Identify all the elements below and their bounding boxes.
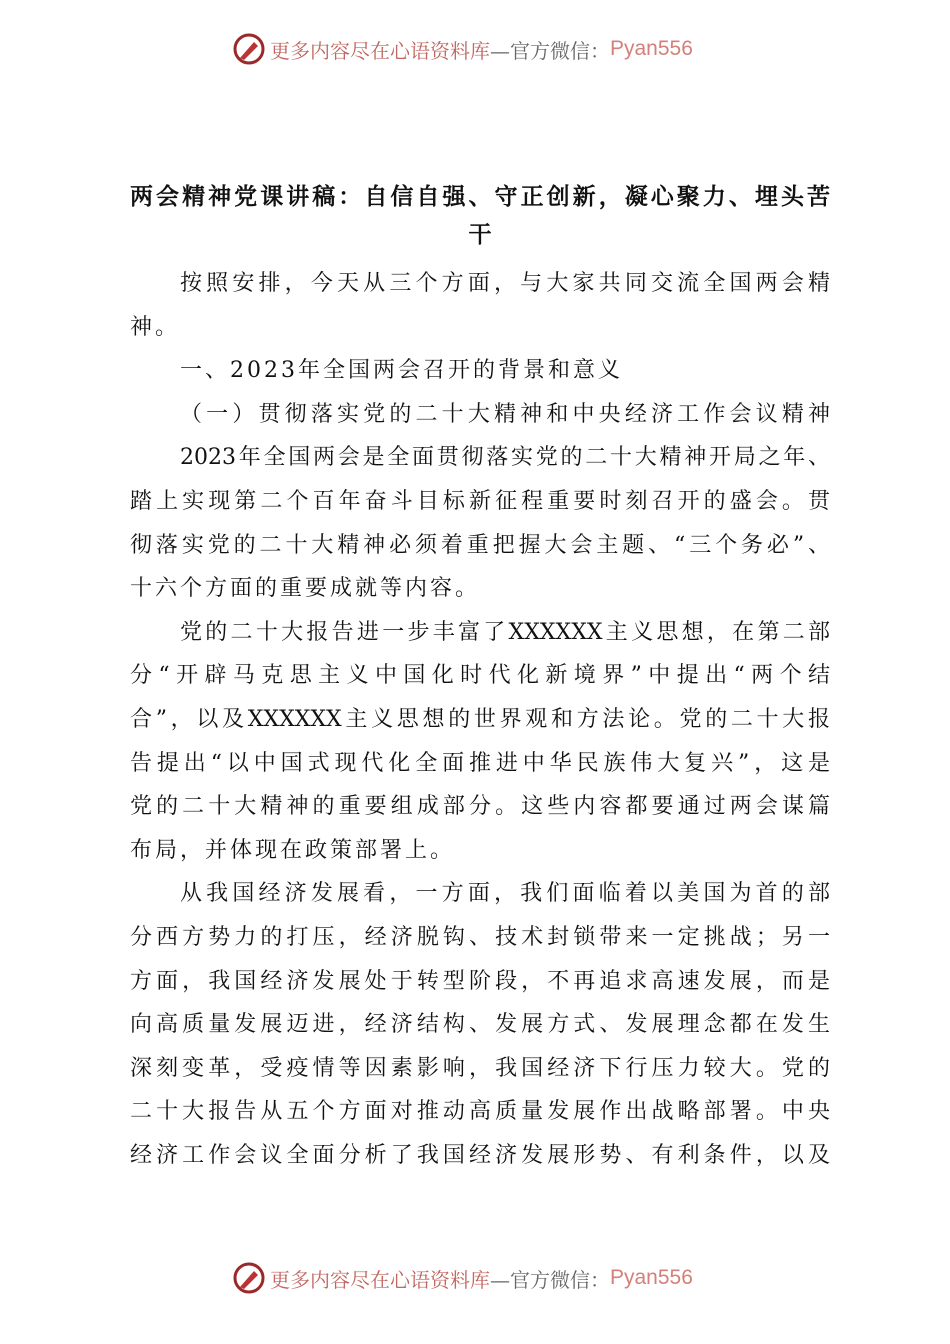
watermark-wechat: Pyan556 xyxy=(610,37,693,60)
watermark-site: 更多内容尽在心语资料库 xyxy=(270,1267,490,1292)
title-line: 两会精神党课讲稿：自信自强、守正创新，凝心聚力、埋头苦 xyxy=(130,183,830,210)
paragraph-line: 分“开辟马克思主义中国化时代化新境界”中提出“两个结 xyxy=(130,663,830,689)
paragraph-line: 经济工作会议全面分析了我国经济发展形势、有利条件，以及 xyxy=(130,1142,830,1168)
paragraph-line: 2023年全国两会是全面贯彻落实党的二十大精神开局之年、 xyxy=(180,445,830,471)
paragraph-line: 按照安排，今天从三个方面，与大家共同交流全国两会精 xyxy=(180,271,830,296)
paragraph-line: 方面，我国经济发展处于转型阶段，不再追求高速发展，而是 xyxy=(130,968,830,994)
paragraph-line: 从我国经济发展看，一方面，我们面临着以美国为首的部 xyxy=(180,881,830,907)
paragraph-line: 布局，并体现在政策部署上。 xyxy=(130,837,456,863)
paragraph-line: （一）贯彻落实党的二十大精神和中央经济工作会议精神 xyxy=(180,401,830,427)
document-title xyxy=(130,178,830,254)
header-watermark xyxy=(232,32,693,66)
paragraph-line: 合”，以及XXXXXX主义思想的世界观和方法论。党的二十大报 xyxy=(130,706,830,732)
paragraph-line: 分西方势力的打压，经济脱钩、技术封锁带来一定挑战；另一 xyxy=(130,924,830,950)
paragraph-line: 十六个方面的重要成就等内容。 xyxy=(130,576,481,602)
footer-watermark xyxy=(232,1261,693,1295)
watermark-site: 更多内容尽在心语资料库 xyxy=(270,38,490,63)
watermark-label: —官方微信： xyxy=(490,1267,610,1292)
paragraph-line: 告提出“以中国式现代化全面推进中华民族伟大复兴”，这是 xyxy=(130,750,830,776)
paragraph-line: 党的二十大报告进一步丰富了XXXXXX主义思想，在第二部 xyxy=(180,619,830,645)
pen-logo-icon xyxy=(232,1261,266,1295)
paragraph-line: 二十大报告从五个方面对推动高质量发展作出战略部署。中央 xyxy=(130,1099,830,1125)
paragraph-line: 深刻变革，受疫情等因素影响，我国经济下行压力较大。党的 xyxy=(130,1055,830,1081)
paragraph-line: 神。 xyxy=(130,314,181,340)
watermark-label: —官方微信： xyxy=(490,38,610,63)
paragraph-line: 党的二十大精神的重要组成部分。这些内容都要通过两会谋篇 xyxy=(130,794,830,820)
watermark-wechat: Pyan556 xyxy=(610,1266,693,1289)
paragraph-line: 向高质量发展迈进，经济结构、发展方式、发展理念都在发生 xyxy=(130,1012,830,1038)
pen-logo-icon xyxy=(232,32,266,66)
paragraph-line: 踏上实现第二个百年奋斗目标新征程重要时刻召开的盛会。贯 xyxy=(130,488,830,514)
paragraph-line: 一、2023年全国两会召开的背景和意义 xyxy=(180,358,623,384)
title-line: 干 xyxy=(468,221,492,248)
paragraph-line: 彻落实党的二十大精神必须着重把握大会主题、“三个务必”、 xyxy=(130,532,830,558)
document-body xyxy=(130,262,830,1177)
